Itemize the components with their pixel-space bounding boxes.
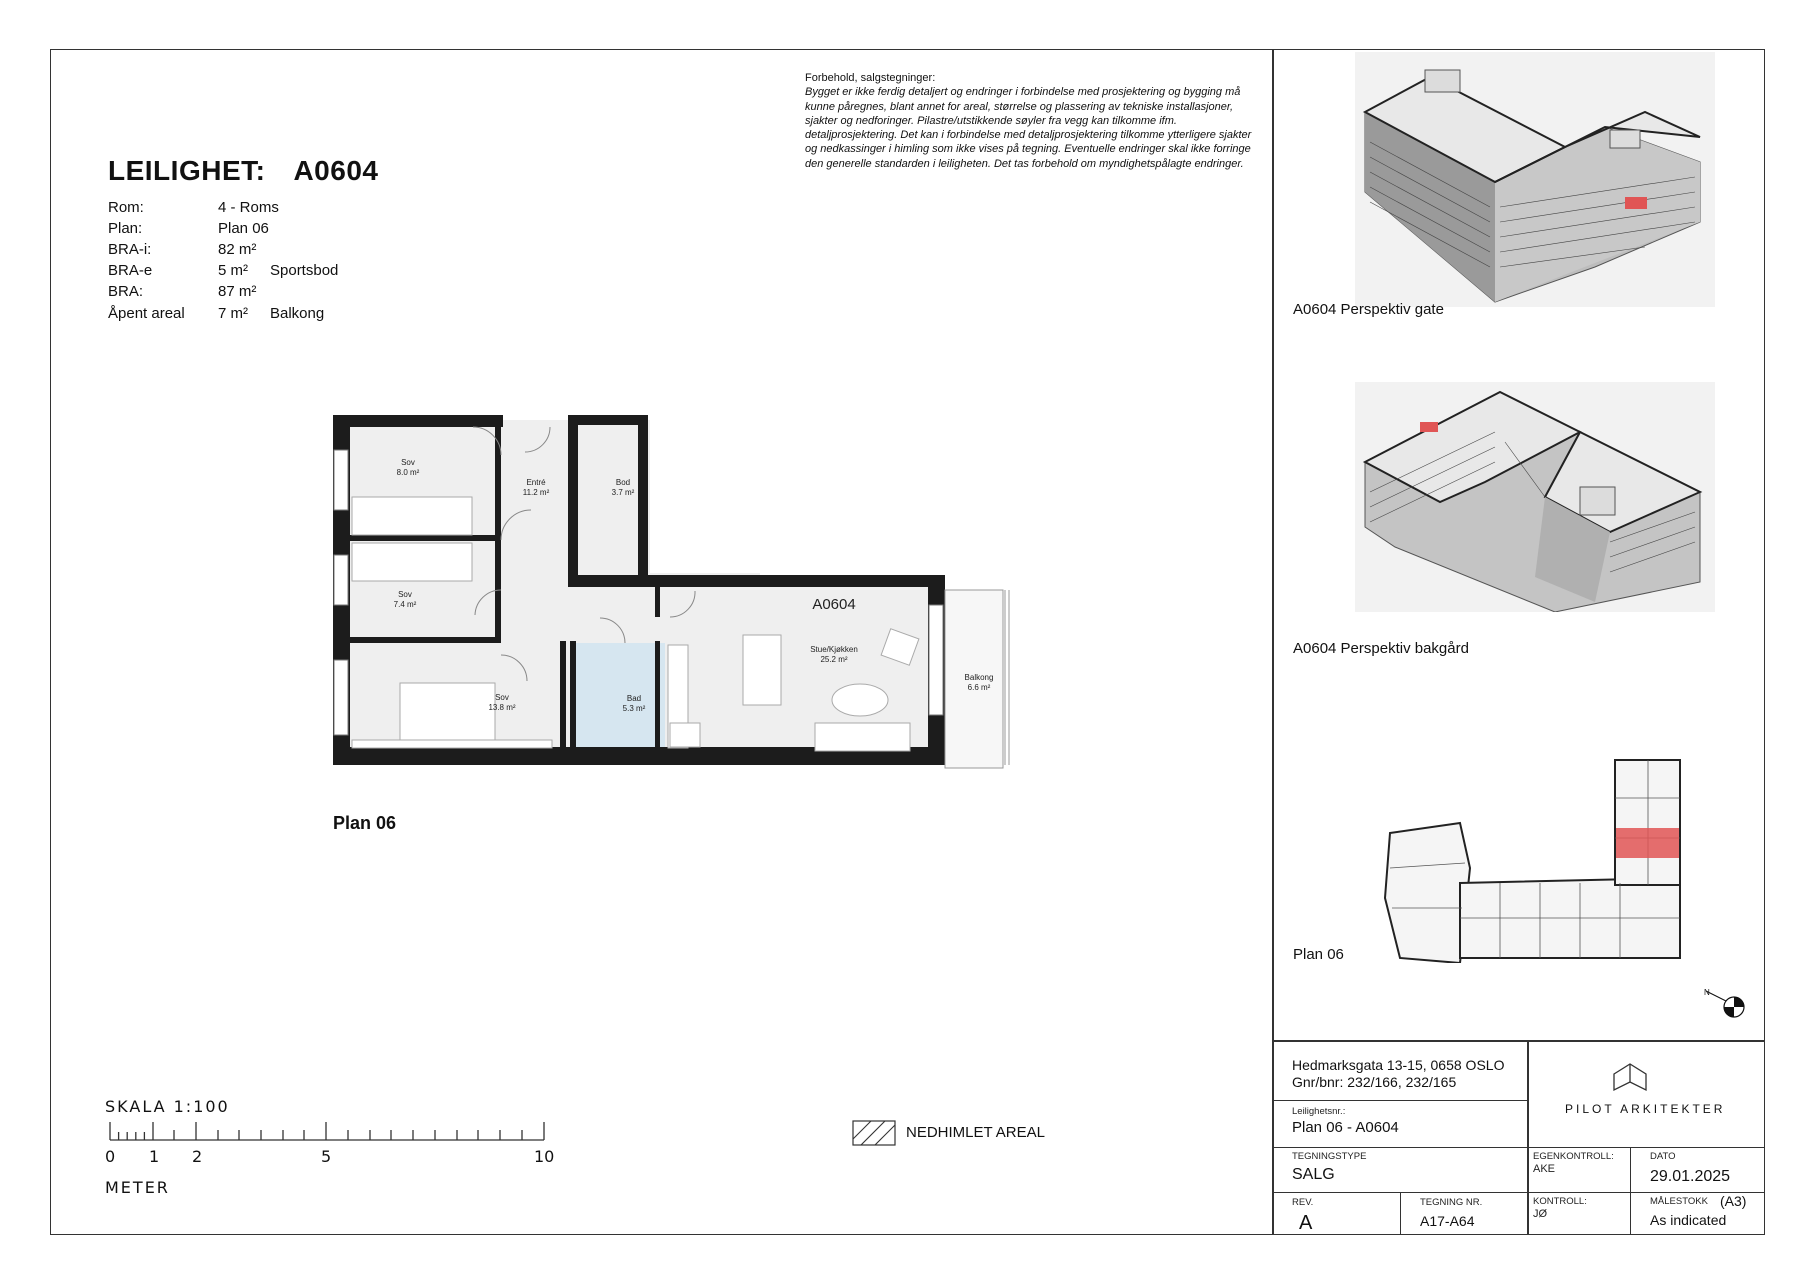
- floor-plan: [325, 405, 1025, 790]
- room-area: 5.3 m²: [622, 704, 646, 713]
- unit-label: Leilighetsnr.:: [1292, 1106, 1346, 1117]
- kontroll-value: JØ: [1533, 1208, 1548, 1220]
- apartment-title: [108, 155, 378, 187]
- table-line: [1527, 1040, 1529, 1235]
- scale-label: 5: [321, 1147, 332, 1166]
- scale-label: 2: [192, 1147, 203, 1166]
- room-area: 3.7 m²: [611, 488, 635, 497]
- firm-name: PILOT ARKITEKTER: [1565, 1102, 1726, 1116]
- info-value: 7 m²: [218, 305, 248, 322]
- room-area: 13.8 m²: [488, 703, 516, 712]
- scale-value-tb: As indicated: [1650, 1212, 1727, 1228]
- drawing-no-label: TEGNING NR.: [1420, 1197, 1483, 1208]
- legend-hatch-icon: [852, 1120, 896, 1146]
- table-line: [1400, 1192, 1401, 1235]
- table-line: [1272, 1040, 1765, 1042]
- scale-label-tb: MÅLESTOKK: [1650, 1196, 1708, 1207]
- info-key: BRA-i:: [108, 241, 152, 258]
- disclaimer: [805, 71, 1260, 171]
- table-line: [1630, 1147, 1631, 1235]
- room-name: Balkong: [964, 673, 994, 682]
- rev-label: REV.: [1292, 1197, 1314, 1208]
- info-key: BRA-e: [108, 262, 153, 279]
- room-name: Entré: [526, 478, 546, 487]
- room-name: Sov: [401, 458, 415, 467]
- paper-size: (A3): [1720, 1193, 1747, 1209]
- room-area: 8.0 m²: [396, 468, 420, 477]
- egenkontroll-label: EGENKONTROLL:: [1533, 1151, 1614, 1162]
- scale-bar: [108, 1118, 548, 1150]
- side-divider: [1272, 49, 1274, 1235]
- table-line: [1272, 1147, 1765, 1148]
- room-name: Stue/Kjøkken: [810, 645, 858, 654]
- room-area: 7.4 m²: [393, 600, 417, 609]
- scale-label: 0: [105, 1147, 116, 1166]
- drawing-no-value: A17-A64: [1420, 1213, 1475, 1229]
- table-line: [1272, 1192, 1765, 1193]
- info-key: Rom:: [108, 199, 144, 216]
- info-key: Plan:: [108, 220, 143, 237]
- date-value: 29.01.2025: [1650, 1168, 1731, 1185]
- room-area: 11.2 m²: [522, 488, 550, 497]
- drawing-type-label: TEGNINGSTYPE: [1292, 1151, 1367, 1162]
- info-value: 5 m²: [218, 262, 248, 279]
- room-name: Bod: [615, 478, 631, 487]
- address: Hedmarksgata 13-15, 0658 OSLO: [1292, 1057, 1505, 1073]
- date-label: DATO: [1650, 1151, 1676, 1162]
- pilot-logo-icon: [1612, 1062, 1648, 1094]
- info-key: Åpent areal: [108, 305, 185, 322]
- room-area: 6.6 m²: [967, 683, 991, 692]
- plan-apartment-label: A0604: [812, 596, 856, 613]
- room-name: Sov: [398, 590, 412, 599]
- plan-caption: Plan 06: [333, 813, 397, 833]
- room-name: Bad: [626, 694, 642, 703]
- scale-unit: METER: [105, 1178, 170, 1197]
- room-area: 25.2 m²: [820, 655, 848, 664]
- bathroom-floor: [575, 643, 665, 761]
- drawing-type: SALG: [1292, 1166, 1335, 1183]
- scale-label: 10: [534, 1147, 555, 1166]
- perspective-backyard-image: [1355, 382, 1715, 612]
- view-label: A0604 Perspektiv bakgård: [1293, 640, 1469, 657]
- view-label: A0604 Perspektiv gate: [1293, 301, 1444, 318]
- scale-title: SKALA 1:100: [105, 1097, 230, 1116]
- apartment-number: A0604: [293, 155, 379, 186]
- legend-label: NEDHIMLET AREAL: [906, 1124, 1045, 1141]
- room-name: Sov: [495, 693, 509, 702]
- info-note: Sportsbod: [270, 262, 339, 279]
- view-label: Plan 06: [1293, 946, 1344, 963]
- info-value: 82 m²: [218, 241, 257, 258]
- unit-value: Plan 06 - A0604: [1292, 1119, 1399, 1136]
- north-arrow-icon: [1702, 985, 1748, 1021]
- info-value: 87 m²: [218, 283, 257, 300]
- info-value: 4 - Roms: [218, 199, 279, 216]
- svg-text:N: N: [1704, 988, 1710, 997]
- table-line: [1272, 1100, 1527, 1101]
- rev-value: A: [1299, 1212, 1313, 1234]
- apartment-label: LEILIGHET:: [108, 155, 266, 186]
- perspective-street-image: [1355, 52, 1715, 307]
- info-note: Balkong: [270, 305, 325, 322]
- disclaimer-heading: Forbehold, salgstegninger:: [805, 72, 936, 84]
- info-key: BRA:: [108, 283, 144, 300]
- key-plan-image: [1380, 758, 1700, 963]
- kontroll-label: KONTROLL:: [1533, 1196, 1587, 1207]
- egenkontroll-value: AKE: [1533, 1163, 1556, 1175]
- scale-label: 1: [149, 1147, 160, 1166]
- disclaimer-body: Bygget er ikke ferdig detaljert og endringer i forbindelse med prosjektering og bygging må kunne påregnes, blant annet for areal, størrelse og plassering av tekniske installasjoner, sjakter og nedforinger. Pilastre/utstikkende søyler fra vegg kan tilkomme ifm. detaljprosjektering. Det kan i forbindelse med detaljprosjektering tilkomme ytterligere sjakter og nedkassinger i himling som ikke vises på tegning. Eventuelle endringer skal ikke forringe den generelle standarden i leiligheten. Det tas forbehold om myndighetspålagte endringer.: [805, 86, 1252, 170]
- info-value: Plan 06: [218, 220, 269, 237]
- gnr-bnr: Gnr/bnr: 232/166, 232/165: [1292, 1074, 1457, 1090]
